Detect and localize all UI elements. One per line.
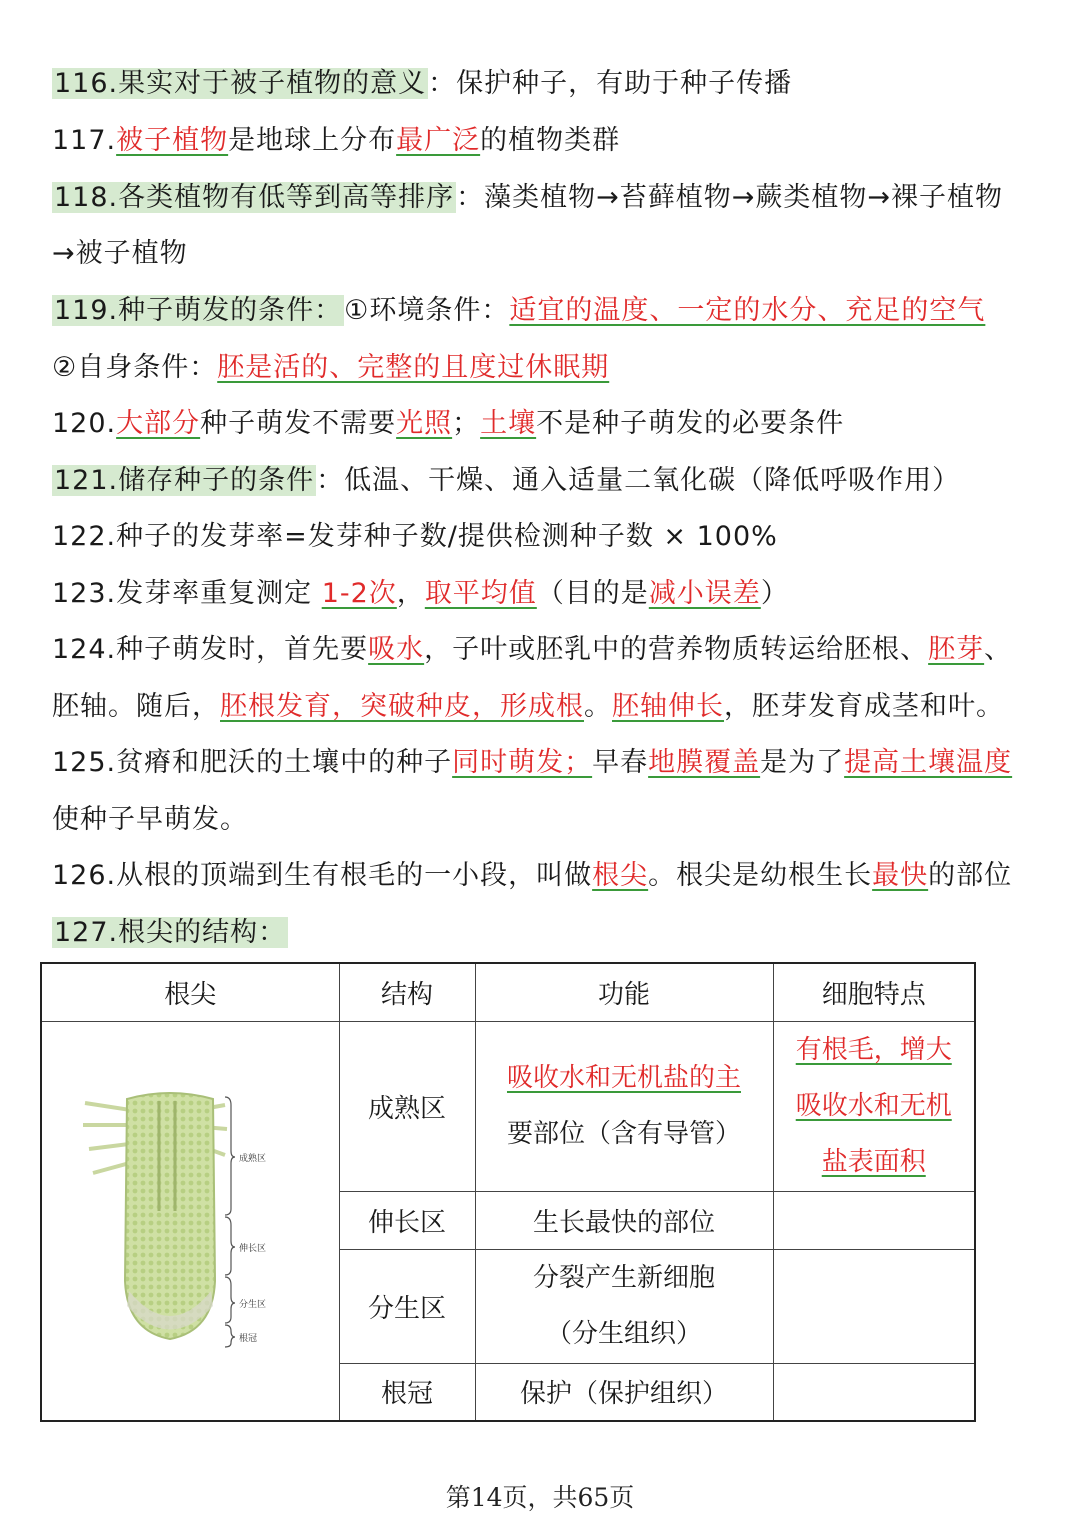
cell-feature-cell (773, 1021, 975, 1191)
item-116 (52, 62, 792, 106)
item-123-text: ， (396, 578, 425, 609)
region-braces (225, 1097, 235, 1347)
label-meristem-zone: 分生区 (239, 1299, 267, 1310)
item-124-cont (52, 685, 1004, 729)
item-120-number: 120. (52, 408, 117, 439)
item-117-text: 的植物类群 (480, 125, 621, 156)
item-124-text: 、 (984, 634, 1013, 665)
cell-feature-line: 有根毛，增大 (795, 1035, 952, 1065)
item-117-keyword: 最广泛 (396, 125, 481, 156)
item-119 (52, 289, 985, 333)
item-124 (52, 628, 1012, 672)
item-125-text: 125.贫瘠和肥沃的土壤中的种子 (52, 747, 453, 778)
item-121-title: 121.储存种子的条件 (54, 465, 315, 496)
item-124-text: ，子叶或胚乳中的营养物质转运给胚根、 (424, 634, 929, 665)
item-124-text: 胚轴。随后， (52, 691, 220, 722)
function-text: （分生组织） (545, 1319, 702, 1349)
cell-feature-cell (773, 1191, 975, 1249)
item-116-title: 116.果实对于被子植物的意义 (54, 68, 427, 99)
cell-feature-line: 吸收水和无机 (795, 1091, 952, 1121)
label-mature-zone: 成熟区 (239, 1153, 267, 1164)
page-number: 第14页，共65页 (445, 1483, 635, 1512)
item-119-cont (52, 346, 609, 390)
root-tip-image-cell (41, 1021, 339, 1421)
item-119-text: ①环境条件： (344, 295, 510, 326)
item-120-keyword: 大部分 (116, 408, 201, 439)
item-119-keyword: 适宜的温度、一定的水分、充足的空气 (509, 295, 986, 326)
item-125-text: 早春 (592, 747, 649, 778)
item-126 (52, 854, 1012, 898)
item-118-title: 118.各类植物有低等到高等排序 (54, 182, 455, 213)
item-117-text: 是地球上分布 (228, 125, 397, 156)
item-126-text: 。根尖是幼根生长 (648, 860, 873, 891)
item-125-text: 使种子早萌发。 (52, 804, 248, 835)
item-124-text: ，胚芽发育成茎和叶。 (724, 691, 1004, 722)
cell-feature-line: 盐表面积 (821, 1147, 926, 1177)
item-125-text: 是为了 (760, 747, 845, 778)
item-124-text: 124.种子萌发时，首先要 (52, 634, 369, 665)
structure-cell: 伸长区 (339, 1191, 475, 1249)
item-120-text: 不是种子萌发的必要条件 (536, 408, 845, 439)
item-127-title: 127.根尖的结构： (54, 917, 287, 948)
item-126-text: 的部位 (928, 860, 1013, 891)
item-126-text: 126.从根的顶端到生有根毛的一小段，叫做 (52, 860, 593, 891)
item-125-cont (52, 798, 248, 842)
item-123-text: （目的是 (536, 578, 649, 609)
structure-cell: 成熟区 (339, 1021, 475, 1191)
label-root-cap: 根冠 (239, 1333, 258, 1344)
item-120-keyword: 光照 (396, 408, 453, 439)
item-118-text: ：藻类植物→苔藓植物→蕨类植物→裸子植物 (456, 182, 1003, 213)
item-126-keyword: 最快 (872, 860, 929, 891)
table-header: 功能 (475, 963, 773, 1021)
item-123-text: ） (760, 578, 789, 609)
item-124-keyword: 胚根发育，突破种皮，形成根 (220, 691, 584, 722)
function-cell (475, 1021, 773, 1191)
table-header: 细胞特点 (773, 963, 975, 1021)
structure-cell: 根冠 (339, 1363, 475, 1421)
item-124-keyword: 胚芽 (928, 634, 985, 665)
table-header: 结构 (339, 963, 475, 1021)
item-123-keyword: 1-2次 (321, 578, 397, 609)
item-118 (52, 176, 1003, 220)
table-row (41, 1021, 975, 1191)
item-119-text: ②自身条件： (52, 352, 218, 383)
item-122-text: 122.种子的发芽率=发芽种子数/提供检测种子数 × 100% (52, 521, 778, 552)
item-127 (52, 911, 288, 955)
item-121 (52, 459, 960, 503)
table-header-row (41, 963, 975, 1021)
item-120 (52, 402, 844, 446)
item-119-keyword: 胚是活的、完整的且度过休眠期 (217, 352, 610, 383)
structure-cell: 分生区 (339, 1249, 475, 1363)
function-text: 分裂产生新细胞 (532, 1263, 715, 1293)
item-119-title: 119.种子萌发的条件： (54, 295, 343, 326)
root-tip-illustration (75, 1091, 305, 1351)
item-125-keyword: 同时萌发； (452, 747, 593, 778)
table-header: 根尖 (41, 963, 339, 1021)
item-124-keyword: 吸水 (368, 634, 425, 665)
item-118-text: →被子植物 (52, 238, 188, 269)
cell-feature-cell (773, 1249, 975, 1363)
item-117-keyword: 被子植物 (116, 125, 229, 156)
item-123-text: 123.发芽率重复测定 (52, 578, 322, 609)
function-cell: 生长最快的部位 (475, 1191, 773, 1249)
item-122 (52, 515, 778, 559)
function-cell: 保护（保护组织） (475, 1363, 773, 1421)
root-tip-table (40, 962, 976, 1422)
cell-feature-cell (773, 1363, 975, 1421)
item-120-text: ； (452, 408, 481, 439)
item-118-cont (52, 232, 188, 276)
item-125-keyword: 地膜覆盖 (648, 747, 761, 778)
function-keyword: 吸收水和无机盐的主 (506, 1063, 741, 1093)
item-123-keyword: 取平均值 (424, 578, 537, 609)
item-117 (52, 119, 620, 163)
item-121-text: ：低温、干燥、通入适量二氧化碳（降低呼吸作用） (316, 465, 961, 496)
item-123-keyword: 减小误差 (648, 578, 761, 609)
item-120-text: 种子萌发不需要 (200, 408, 397, 439)
item-117-number: 117. (52, 125, 117, 156)
function-cell (475, 1249, 773, 1363)
function-text: 要部位（含有导管） (506, 1119, 741, 1149)
label-elongation-zone: 伸长区 (239, 1243, 267, 1254)
item-125-keyword: 提高土壤温度 (844, 747, 1013, 778)
item-125 (52, 741, 1012, 785)
item-126-keyword: 根尖 (592, 860, 649, 891)
item-123 (52, 572, 789, 616)
item-124-keyword: 胚轴伸长 (612, 691, 724, 722)
item-124-text: 。 (584, 691, 612, 722)
item-120-keyword: 土壤 (480, 408, 537, 439)
item-116-text: ：保护种子，有助于种子传播 (428, 68, 793, 99)
